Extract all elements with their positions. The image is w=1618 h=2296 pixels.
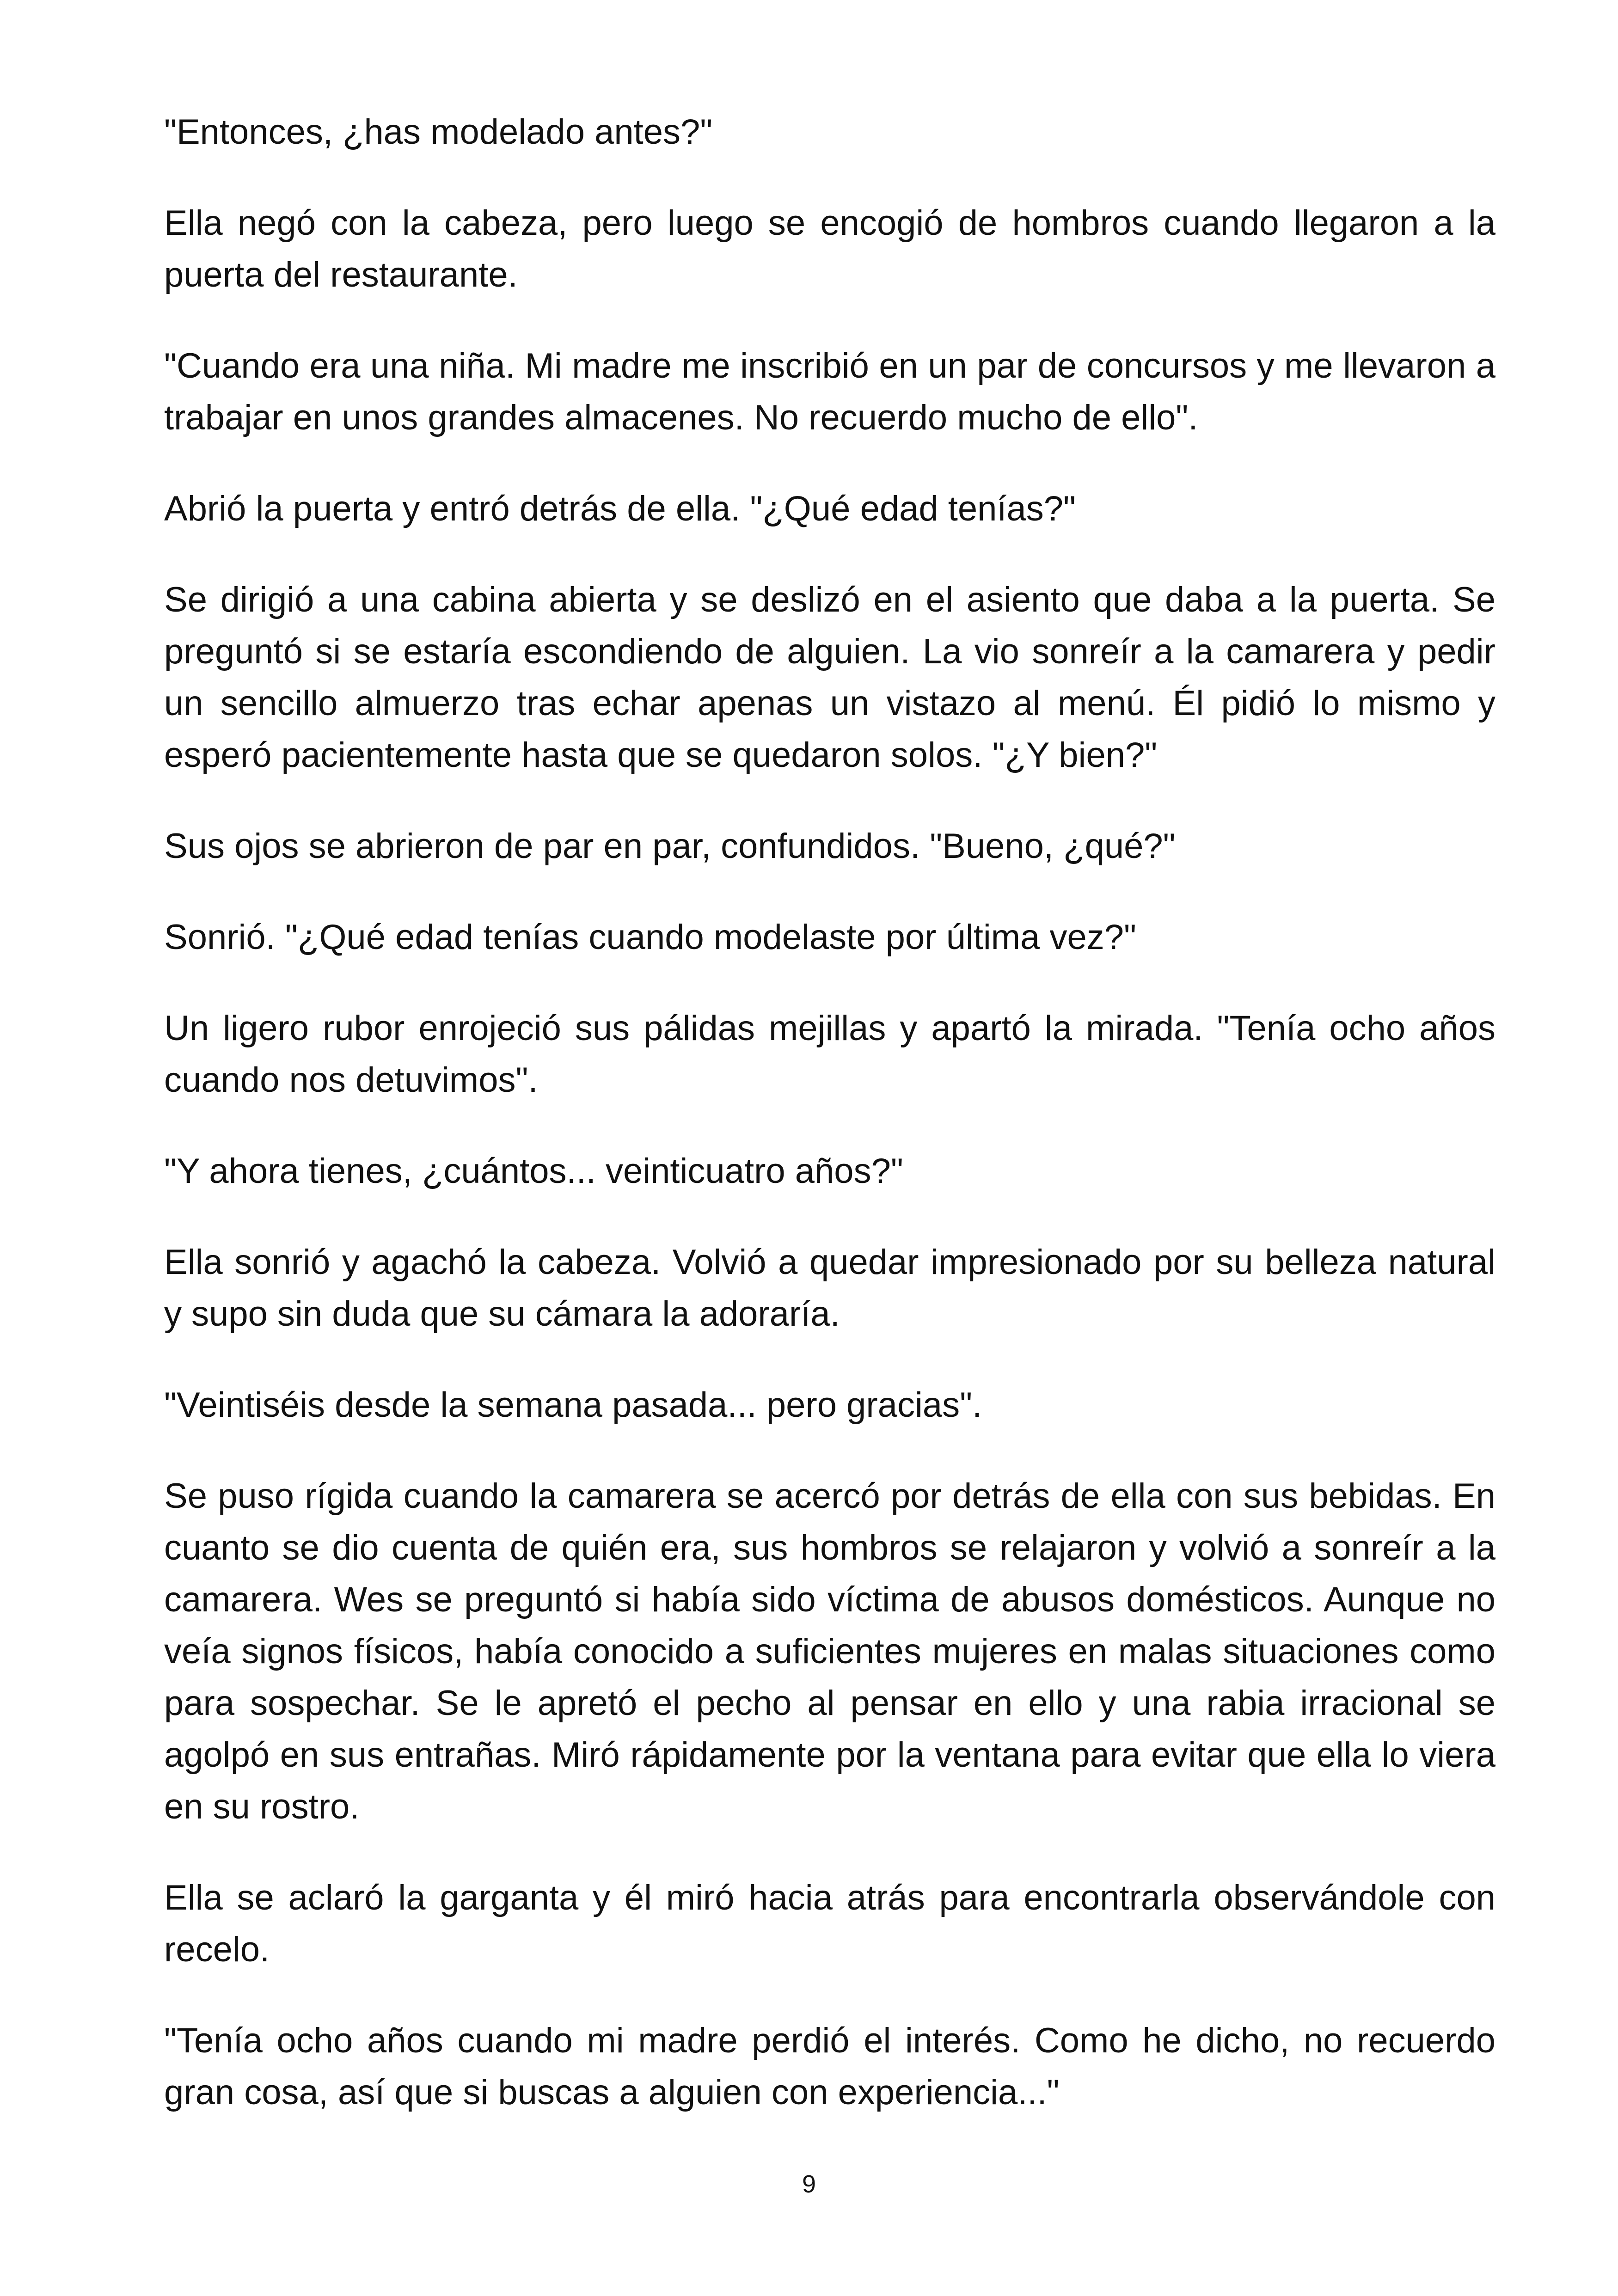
body-text	[164, 106, 1495, 2118]
paragraph-7: Sonrió. "¿Qué edad tenías cuando modelaste por última vez?"	[164, 918, 1136, 957]
page-number: 9	[802, 2170, 816, 2198]
paragraph-10: Ella sonrió y agachó la cabeza. Volvió a quedar impresionado por su belleza natural y supo sin duda que su cámara la adoraría.	[164, 1243, 1495, 1334]
paragraph-13: Ella se aclaró la garganta y él miró hacia atrás para encontrarla observándole con recelo.	[164, 1878, 1495, 1969]
paragraph-11: "Veintiséis desde la semana pasada... pero gracias".	[164, 1385, 982, 1425]
paragraph-8: Un ligero rubor enrojeció sus pálidas mejillas y apartó la mirada. "Tenía ocho años cuando nos detuvimos".	[164, 1009, 1495, 1100]
paragraph-1: "Entonces, ¿has modelado antes?"	[164, 112, 713, 152]
paragraph-9: "Y ahora tienes, ¿cuántos... veinticuatro años?"	[164, 1151, 903, 1191]
paragraph-5: Se dirigió a una cabina abierta y se deslizó en el asiento que daba a la puerta. Se preguntó si se estaría escondiendo de alguien. La vio sonreír a la camarera y pedir un sencillo almuerzo tras echar apenas un vistazo al menú. Él pidió lo mismo y esperó pacientemente hasta que se quedaron solos. "¿Y bien?"	[164, 580, 1495, 775]
paragraph-12: Se puso rígida cuando la camarera se acercó por detrás de ella con sus bebidas. En cuanto se dio cuenta de quién era, sus hombros se relajaron y volvió a sonreír a la camarera. Wes se preguntó si había sido víctima de abusos domésticos. Aunque no veía signos físicos, había conocido a suficientes mujeres en malas situaciones como para sospechar. Se le apretó el pecho al pensar en ello y una rabia irracional se agolpó en sus entrañas. Miró rápidamente por la ventana para evitar que ella lo viera en su rostro.	[164, 1476, 1495, 1826]
paragraph-2: Ella negó con la cabeza, pero luego se encogió de hombros cuando llegaron a la puerta del restaurante.	[164, 203, 1495, 294]
paragraph-4: Abrió la puerta y entró detrás de ella. "¿Qué edad tenías?"	[164, 489, 1076, 528]
paragraph-6: Sus ojos se abrieron de par en par, confundidos. "Bueno, ¿qué?"	[164, 827, 1176, 866]
paragraph-14: "Tenía ocho años cuando mi madre perdió el interés. Como he dicho, no recuerdo gran cosa, así que si buscas a alguien con experiencia..."	[164, 2021, 1495, 2112]
paragraph-3: "Cuando era una niña. Mi madre me inscribió en un par de concursos y me llevaron a trabajar en unos grandes almacenes. No recuerdo mucho de ello".	[164, 346, 1495, 437]
